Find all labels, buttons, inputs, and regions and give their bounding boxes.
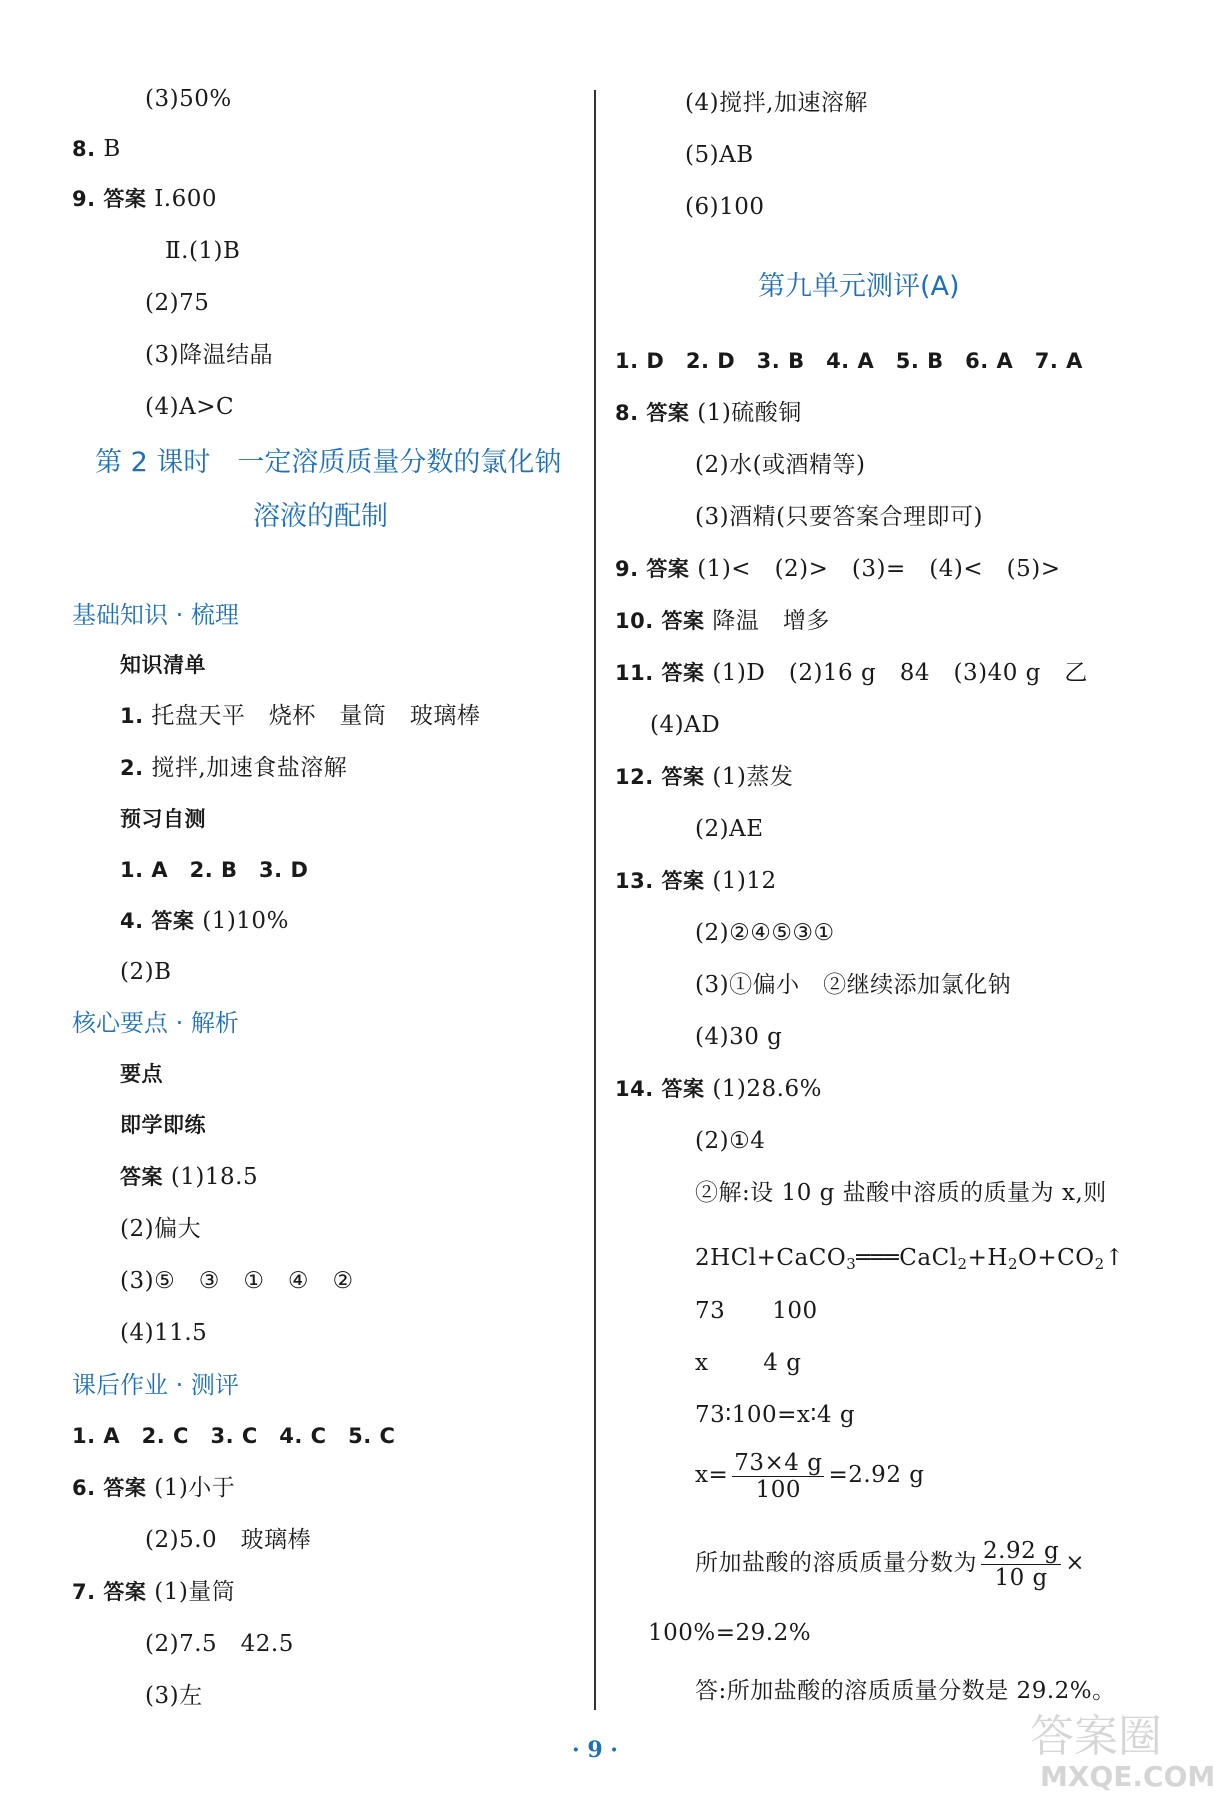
answer-line: (2)水(或酒精等): [695, 452, 866, 478]
fraction: $\frac{2.92 g}{10 g}$: [983, 1537, 1060, 1591]
answer-line: 1. A 2. B 3. D: [120, 858, 309, 882]
answer-line: (2)②④⑤③①: [695, 920, 835, 946]
answer-line: (3)①偏小 ②继续添加氯化钠: [695, 972, 1012, 998]
chemical-equation: $2HCl+CaCO_3═══CaCl_2+H_2O+CO_2↑$: [695, 1245, 1125, 1273]
section-heading: 课后作业 · 测评: [72, 1371, 239, 1399]
answer-line: (3)左: [145, 1683, 203, 1709]
answer-line: 4. 答案 (1)10%: [120, 908, 289, 934]
watermark-logo: [990, 1700, 1215, 1793]
answer-line: 知识清单: [120, 653, 206, 677]
answer-line: 8. 答案 (1)硫酸铜: [615, 400, 802, 426]
answer-line: (2)75: [145, 290, 210, 316]
answer-line: 7. 答案 (1)量筒: [72, 1579, 236, 1605]
answer-line: 14. 答案 (1)28.6%: [615, 1076, 822, 1102]
answer-line: 13. 答案 (1)12: [615, 868, 777, 894]
answer-line: 1. A 2. C 3. C 4. C 5. C: [72, 1424, 396, 1448]
answer-line: 答:所加盐酸的溶质质量分数是 29.2%。: [695, 1678, 1116, 1704]
answer-line: (4)11.5: [120, 1320, 208, 1346]
calc-line: 73∶100=x∶4 g: [695, 1402, 856, 1428]
answer-line: 2. 搅拌,加速食盐溶解: [120, 755, 348, 781]
answer-line: 9. 答案 Ⅰ.600: [72, 186, 218, 212]
answer-line: 要点: [120, 1062, 163, 1086]
answer-line: 1. D 2. D 3. B 4. A 5. B 6. A 7. A: [615, 349, 1083, 373]
lesson-title: 溶液的配制: [253, 501, 388, 532]
fraction-line: 所加盐酸的溶质质量分数为 $\frac{2.92 g}{10 g}$ ×: [695, 1537, 1086, 1591]
answer-line: (3)⑤ ③ ① ④ ②: [120, 1268, 354, 1294]
answer-line: (2)偏大: [120, 1216, 202, 1242]
answer-line: 9. 答案 (1)< (2)> (3)= (4)< (5)>: [615, 556, 1061, 582]
answer-line: (3)50%: [145, 86, 232, 112]
answer-line: (2)B: [120, 959, 172, 985]
answer-line: (4)30 g: [695, 1024, 783, 1050]
fraction: $\frac{73\times 4 g}{100}$: [734, 1449, 823, 1503]
answer-line: (2)①4: [695, 1128, 766, 1154]
section-heading: 基础知识 · 梳理: [72, 601, 239, 629]
answer-line: 10. 答案 降温 增多: [615, 608, 830, 634]
answer-line: 12. 答案 (1)蒸发: [615, 764, 794, 790]
answer-line: (3)酒精(只要答案合理即可): [695, 504, 984, 530]
lesson-title: 第 2 课时 一定溶质质量分数的氯化钠: [95, 447, 562, 478]
column-divider: [594, 90, 596, 1710]
answer-line: 6. 答案 (1)小于: [72, 1475, 236, 1501]
fraction-line: x= $\frac{73\times 4 g}{100}$ =2.92 g: [695, 1449, 925, 1503]
answer-line: (6)100: [685, 194, 765, 220]
calc-line: x 4 g: [695, 1350, 802, 1376]
answer-line: (2)7.5 42.5: [145, 1631, 294, 1657]
answer-line: 答案 (1)18.5: [120, 1164, 259, 1190]
answer-line: 8. B: [72, 136, 121, 162]
answer-line: (4)A>C: [145, 394, 235, 420]
calc-line: 73 100: [695, 1298, 818, 1324]
answer-line: (4)搅拌,加速溶解: [685, 90, 868, 116]
unit-title: 第九单元测评(A): [758, 271, 960, 302]
answer-line: (5)AB: [685, 142, 754, 168]
section-heading: 核心要点 · 解析: [72, 1009, 239, 1037]
watermark-url: MXQE.COM: [1040, 1760, 1215, 1793]
answer-line: ②解:设 10 g 盐酸中溶质的质量为 x,则: [695, 1180, 1107, 1206]
answer-line: 11. 答案 (1)D (2)16 g 84 (3)40 g 乙: [615, 660, 1088, 686]
answer-line: Ⅱ.(1)B: [165, 238, 241, 264]
answer-line: (2)AE: [695, 816, 764, 842]
watermark-text: 答案圈: [1030, 1711, 1162, 1762]
answer-line: 预习自测: [120, 807, 206, 831]
page-number: · 9 ·: [572, 1737, 618, 1763]
answer-line: 1. 托盘天平 烧杯 量筒 玻璃棒: [120, 703, 481, 729]
answer-line: (3)降温结晶: [145, 342, 274, 368]
answer-line: 即学即练: [120, 1113, 206, 1137]
answer-line: 100%=29.2%: [648, 1620, 812, 1646]
answer-line: (2)5.0 玻璃棒: [145, 1527, 312, 1553]
answer-line: (4)AD: [650, 712, 721, 738]
